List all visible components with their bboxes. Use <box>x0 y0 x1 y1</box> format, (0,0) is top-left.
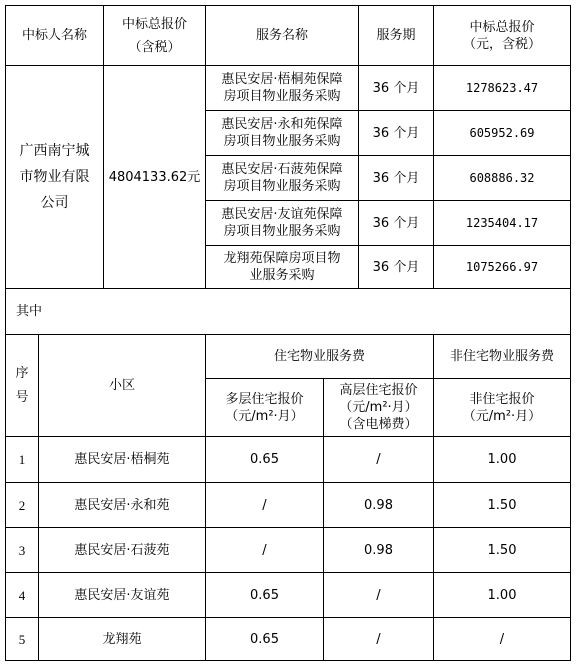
header-non-residential <box>434 335 570 378</box>
row-high-value: / <box>376 631 381 647</box>
service-price <box>434 201 570 245</box>
service-price <box>434 66 570 110</box>
header-multi-line2: （元/m²·月） <box>225 408 304 424</box>
row-community-value: 龙翔苑 <box>102 631 142 647</box>
service-name-line1: 惠民安居·石菠苑保障 <box>221 162 343 177</box>
service-name-line2: 房项目物业服务采购 <box>223 134 341 149</box>
winner-name <box>6 66 103 288</box>
row-community <box>39 483 205 527</box>
header-community-label: 小区 <box>108 378 135 393</box>
header-total-line1: 中标总报价 <box>121 16 187 32</box>
row-high-value: 0.98 <box>364 497 393 513</box>
row-multi-value: 0.65 <box>250 631 279 647</box>
border-line <box>570 5 571 660</box>
row-multi-value: 0.65 <box>250 452 279 467</box>
header-multi <box>206 379 323 436</box>
header-service-name-label: 服务名称 <box>255 28 308 43</box>
row-nonres <box>434 618 570 660</box>
header-service-name <box>206 6 358 65</box>
row-seq <box>6 573 38 617</box>
header-nonres <box>434 379 570 436</box>
service-price-value: 1235404.17 <box>465 215 539 230</box>
header-high-line2: （元/m²·月） <box>339 400 418 415</box>
header-total-line2: （含税） <box>128 39 181 55</box>
service-price-value: 1278623.47 <box>465 80 539 95</box>
section-label-text: 其中 <box>16 304 43 319</box>
header-residential <box>206 335 433 378</box>
row-seq <box>6 618 38 660</box>
row-high-value: / <box>376 587 381 603</box>
header-seq-line2: 号 <box>15 389 29 405</box>
service-period <box>359 246 433 288</box>
service-period-value: 36 个月 <box>372 80 420 96</box>
header-seq <box>6 335 38 436</box>
row-multi <box>206 528 323 572</box>
row-nonres <box>434 483 570 527</box>
row-nonres-value: 1.50 <box>487 497 517 513</box>
row-nonres-value: / <box>499 631 505 647</box>
row-high <box>324 618 433 660</box>
service-period-value: 36 个月 <box>372 215 420 231</box>
service-price-value: 1075266.97 <box>465 259 539 274</box>
row-seq-value: 4 <box>18 587 26 603</box>
row-nonres <box>434 573 570 617</box>
service-period <box>359 156 433 200</box>
header-nonres-line2: （元/m²·月） <box>462 408 542 424</box>
row-community <box>39 573 205 617</box>
winner-name-line1: 广西南宁城 <box>19 143 90 159</box>
row-community-value: 惠民安居·石菠苑 <box>74 542 170 558</box>
table-row <box>206 246 358 288</box>
service-name-line1: 惠民安居·梧桐苑保障 <box>221 72 343 87</box>
service-period <box>359 111 433 155</box>
header-total <box>104 6 205 65</box>
header-price-line1: 中标总报价 <box>469 19 535 35</box>
service-name-line2: 房项目物业服务采购 <box>223 224 341 239</box>
row-high <box>324 437 433 482</box>
row-seq-value: 2 <box>18 497 26 513</box>
row-high <box>324 483 433 527</box>
row-multi <box>206 618 323 660</box>
service-period-value: 36 个月 <box>372 259 420 275</box>
row-seq <box>6 528 38 572</box>
header-price-line2: （元，含税） <box>462 36 541 52</box>
service-price <box>434 156 570 200</box>
header-community <box>39 335 205 436</box>
header-seq-line1: 序 <box>15 365 29 381</box>
row-high <box>324 573 433 617</box>
service-name-line1: 惠民安居·永和苑保障 <box>221 117 343 132</box>
row-nonres-value: 1.00 <box>487 587 517 603</box>
row-community <box>39 528 205 572</box>
row-multi <box>206 437 323 482</box>
row-community <box>39 618 205 660</box>
header-high-line3: （含电梯费） <box>339 417 418 432</box>
table-row <box>206 111 358 155</box>
header-period <box>359 6 433 65</box>
row-nonres <box>434 528 570 572</box>
service-name-line2: 房项目物业服务采购 <box>223 89 341 104</box>
row-community-value: 惠民安居·友谊苑 <box>74 587 170 603</box>
header-winner-label: 中标人名称 <box>21 28 87 43</box>
service-period-value: 36 个月 <box>372 125 420 141</box>
header-nonres-line1: 非住宅报价 <box>469 391 535 407</box>
row-community-value: 惠民安居·梧桐苑 <box>74 452 170 467</box>
row-nonres <box>434 437 570 482</box>
service-name-line2: 业服务采购 <box>249 268 315 283</box>
service-name-line2: 房项目物业服务采购 <box>223 179 341 194</box>
row-community <box>39 437 205 482</box>
winner-name-line2: 市物业有限 <box>19 169 90 185</box>
header-winner <box>6 6 103 65</box>
service-period <box>359 66 433 110</box>
row-high-value: 0.98 <box>364 542 393 558</box>
table-row <box>206 156 358 200</box>
row-seq-value: 1 <box>18 452 26 467</box>
service-price-value: 608886.32 <box>469 170 535 185</box>
total-price-value: 4804133.62元 <box>108 169 201 185</box>
row-nonres-value: 1.00 <box>487 452 517 467</box>
row-nonres-value: 1.50 <box>487 542 517 558</box>
header-period-label: 服务期 <box>376 28 416 43</box>
table-row <box>206 66 358 110</box>
border-line <box>5 660 571 661</box>
row-multi-value: 0.65 <box>250 587 279 603</box>
row-seq <box>6 437 38 482</box>
header-multi-line1: 多层住宅报价 <box>225 391 304 407</box>
header-non-residential-label: 非住宅物业服务费 <box>449 349 554 364</box>
row-high-value: / <box>376 452 381 467</box>
row-multi <box>206 483 323 527</box>
header-price <box>434 6 570 65</box>
service-price-value: 605952.69 <box>469 125 535 140</box>
service-price <box>434 246 570 288</box>
row-seq <box>6 483 38 527</box>
service-period <box>359 201 433 245</box>
row-multi-value: / <box>262 497 267 513</box>
total-price <box>104 66 205 288</box>
header-high <box>324 379 433 436</box>
header-high-line1: 高层住宅报价 <box>339 383 418 398</box>
row-community-value: 惠民安居·永和苑 <box>74 497 170 513</box>
service-period-value: 36 个月 <box>372 170 420 186</box>
service-price <box>434 111 570 155</box>
table-row <box>206 201 358 245</box>
service-name-line1: 惠民安居·友谊苑保障 <box>221 207 343 222</box>
row-multi <box>206 573 323 617</box>
service-name-line1: 龙翔苑保障房项目物 <box>223 251 341 266</box>
row-seq-value: 5 <box>18 631 26 647</box>
header-residential-label: 住宅物业服务费 <box>273 349 365 364</box>
row-seq-value: 3 <box>18 542 26 558</box>
row-high <box>324 528 433 572</box>
winner-name-line3: 公司 <box>40 195 69 211</box>
row-multi-value: / <box>262 542 267 558</box>
section-label <box>6 289 570 334</box>
